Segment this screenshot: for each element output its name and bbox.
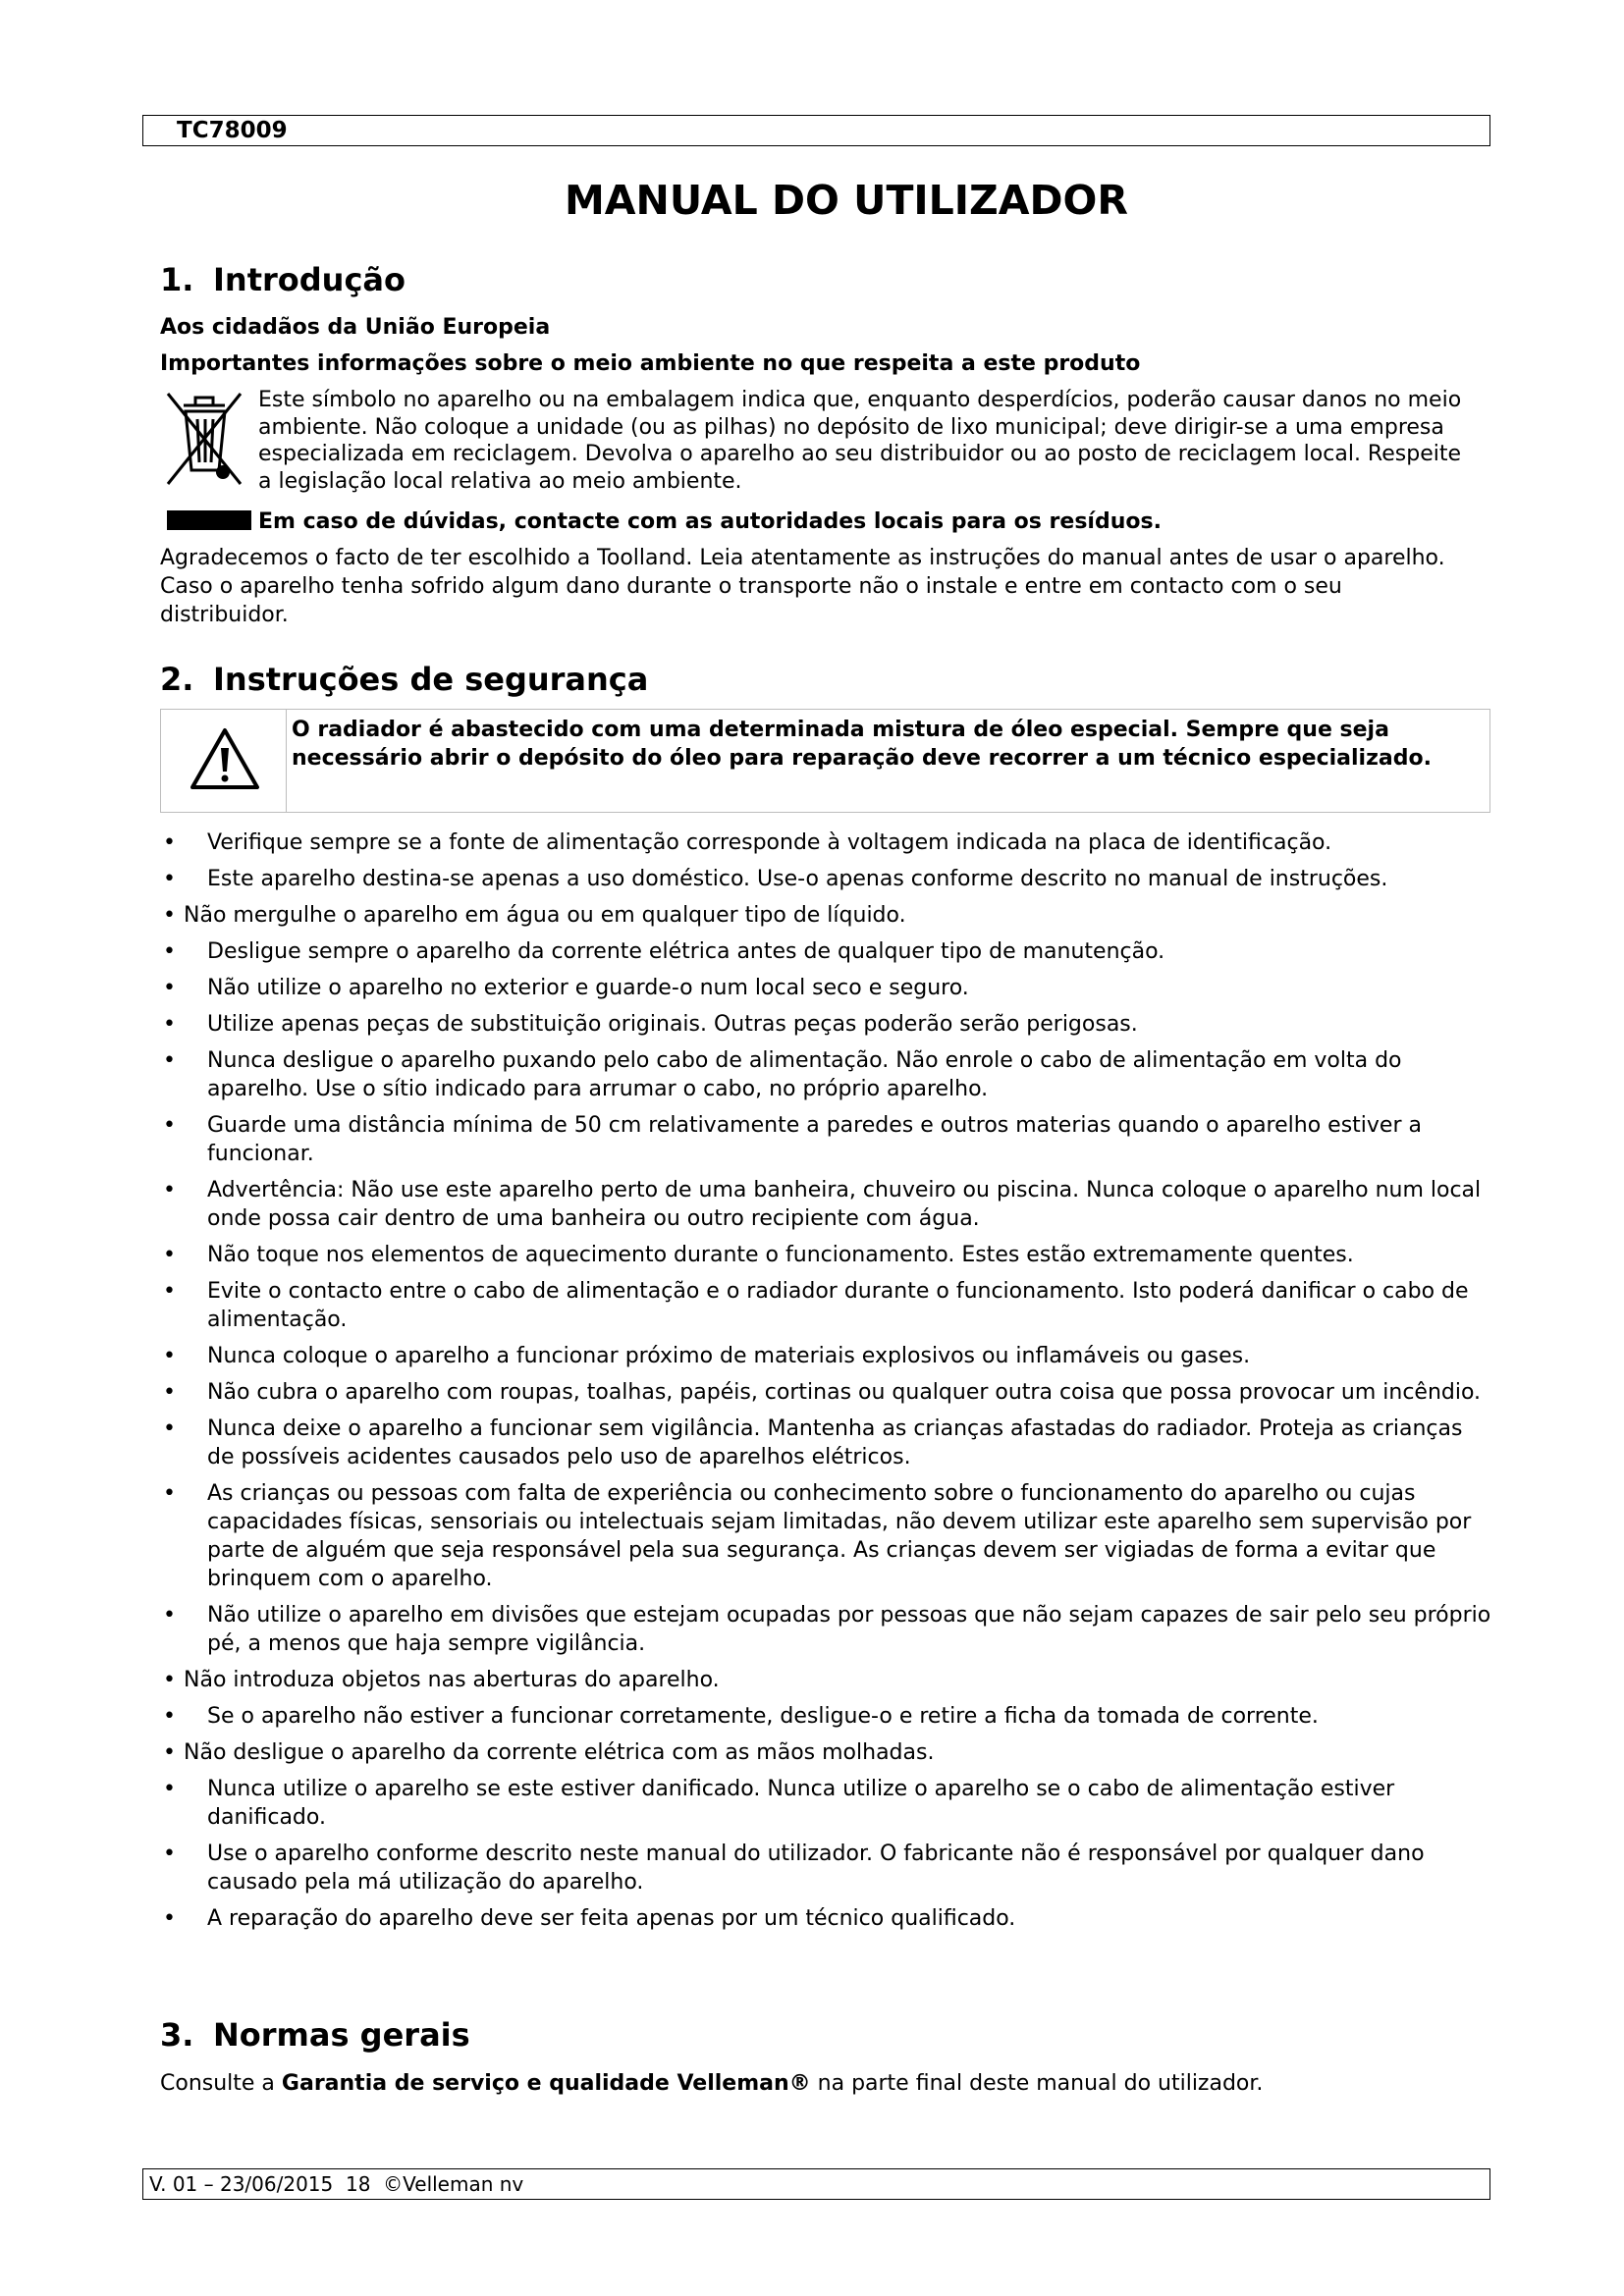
list-item: • Não desligue o aparelho da corrente elétrica com as mãos molhadas. bbox=[163, 1740, 935, 1765]
list-item: • Utilize apenas peças de substituição originais. Outras peças poderão serão perigosas. bbox=[163, 1012, 1138, 1037]
weee-notice: Este símbolo no aparelho ou na embalagem indica que, enquanto desperdícios, poderão causar danos no meio ambiente. Não coloque a unidade (ou as pilhas) no depósito de lixo municipal; deve dirigir-se a uma empresa especializada em reciclagem. Devolva o aparelho ao seu distribuidor ou ao posto de reciclagem local. Respeite a legislação local relativa ao meio ambiente. bbox=[258, 388, 1462, 494]
warranty-reference: Consulte a Garantia de serviço e qualidade Velleman® na parte final deste manual do utilizador. bbox=[160, 2071, 1264, 2096]
environment-heading: Importantes informações sobre o meio ambiente no que respeita a este produto bbox=[160, 351, 1141, 376]
section-3-number: 3. bbox=[160, 2016, 194, 2054]
warning-divider bbox=[286, 710, 287, 812]
list-item: • Não introduza objetos nas aberturas do aparelho. bbox=[163, 1668, 720, 1692]
safety-instructions-list bbox=[160, 828, 1495, 1941]
list-item: • Nunca utilize o aparelho se este estiver danificado. Nunca utilize o aparelho se o cabo de alimentação estiver danificado. bbox=[163, 1777, 1395, 1830]
document-title: MANUAL DO UTILIZADOR bbox=[565, 177, 1128, 224]
list-item: • Se o aparelho não estiver a funcionar corretamente, desligue-o e retire a ficha da tomada de corrente. bbox=[163, 1704, 1319, 1729]
warning-text: O radiador é abastecido com uma determinada mistura de óleo especial. Sempre que seja necessário abrir o depósito do óleo para reparação deve recorrer a um técnico especializado. bbox=[292, 718, 1432, 771]
list-item: • Nunca coloque o aparelho a funcionar próximo de materiais explosivos ou inflamáveis ou gases. bbox=[163, 1344, 1251, 1368]
section-3-title: Normas gerais bbox=[213, 2016, 470, 2054]
list-item: • Não mergulhe o aparelho em água ou em qualquer tipo de líquido. bbox=[163, 903, 906, 928]
section-1-heading bbox=[160, 261, 406, 298]
list-item: • Não cubra o aparelho com roupas, toalhas, papéis, cortinas ou qualquer outra coisa que possa provocar um incêndio. bbox=[163, 1380, 1482, 1405]
list-item: • Verifique sempre se a fonte de alimentação corresponde à voltagem indicada na placa de identificação. bbox=[163, 830, 1332, 855]
list-item: • Guarde uma distância mínima de 50 cm relativamente a paredes e outros materias quando o aparelho estiver a funcionar. bbox=[163, 1113, 1422, 1166]
black-bar-marker bbox=[167, 510, 251, 530]
page-header bbox=[142, 115, 1490, 146]
page-footer bbox=[142, 2168, 1490, 2200]
list-item: • Nunca deixe o aparelho a funcionar sem vigilância. Mantenha as crianças afastadas do radiador. Proteja as crianças de possíveis acidentes causados pelo uso de aparelhos elétricos. bbox=[163, 1416, 1463, 1469]
list-item: • Não toque nos elementos de aquecimento durante o funcionamento. Estes estão extremamente quentes. bbox=[163, 1243, 1354, 1267]
list-item: • As crianças ou pessoas com falta de experiência ou conhecimento sobre o funcionamento do aparelho ou cujas capacidades físicas, sensoriais ou intelectuais sejam limitadas, não devem utilizar este aparelho sem supervisão por parte de alguém que seja responsável pela sua segurança. As crianças devem ser vigiadas de forma a evitar que brinquem com o aparelho. bbox=[163, 1481, 1472, 1591]
weee-bin-icon bbox=[162, 386, 246, 492]
footer-text: V. 01 – 23/06/2015 18 ©Velleman nv bbox=[149, 2172, 524, 2196]
list-item: • Desligue sempre o aparelho da corrente elétrica antes de qualquer tipo de manutenção. bbox=[163, 939, 1165, 964]
list-item: • A reparação do aparelho deve ser feita apenas por um técnico qualificado. bbox=[163, 1906, 1016, 1931]
warning-box bbox=[160, 709, 1490, 813]
list-item: • Não utilize o aparelho no exterior e guarde-o num local seco e seguro. bbox=[163, 976, 969, 1000]
section-2-title: Instruções de segurança bbox=[213, 661, 649, 698]
list-item: • Evite o contacto entre o cabo de alimentação e o radiador durante o funcionamento. Isto poderá danificar o cabo de alimentação. bbox=[163, 1279, 1469, 1332]
list-item: • Use o aparelho conforme descrito neste manual do utilizador. O fabricante não é responsável por qualquer dano causado pela má utilização do aparelho. bbox=[163, 1842, 1425, 1895]
doubt-notice: Em caso de dúvidas, contacte com as autoridades locais para os resíduos. bbox=[258, 509, 1162, 534]
warning-triangle-icon bbox=[189, 726, 261, 791]
section-2-heading bbox=[160, 661, 648, 698]
thanks-paragraph: Agradecemos o facto de ter escolhido a Toolland. Leia atentamente as instruções do manual antes de usar o aparelho. Caso o aparelho tenha sofrido algum dano durante o transporte não o instale e entre em contacto com o seu distribuidor. bbox=[160, 546, 1445, 627]
list-item: • Nunca desligue o aparelho puxando pelo cabo de alimentação. Não enrole o cabo de alimentação em volta do aparelho. Use o sítio indicado para arrumar o cabo, no próprio aparelho. bbox=[163, 1048, 1402, 1101]
list-item: • Não utilize o aparelho em divisões que estejam ocupadas por pessoas que não sejam capazes de sair pelo seu próprio pé, a menos que haja sempre vigilância. bbox=[163, 1603, 1491, 1656]
section-1-title: Introdução bbox=[213, 261, 406, 298]
eu-citizens-heading: Aos cidadãos da União Europeia bbox=[160, 315, 551, 340]
list-item: • Advertência: Não use este aparelho perto de uma banheira, chuveiro ou piscina. Nunca coloque o aparelho num local onde possa cair dentro de uma banheira ou outro recipiente com água. bbox=[163, 1178, 1482, 1231]
section-1-number: 1. bbox=[160, 261, 194, 298]
section-3-heading bbox=[160, 2016, 470, 2054]
product-code: TC78009 bbox=[177, 118, 288, 143]
section-2-number: 2. bbox=[160, 661, 194, 698]
warranty-name: Garantia de serviço e qualidade Velleman® bbox=[281, 2071, 811, 2096]
list-item: • Este aparelho destina-se apenas a uso doméstico. Use-o apenas conforme descrito no manual de instruções. bbox=[163, 867, 1388, 891]
